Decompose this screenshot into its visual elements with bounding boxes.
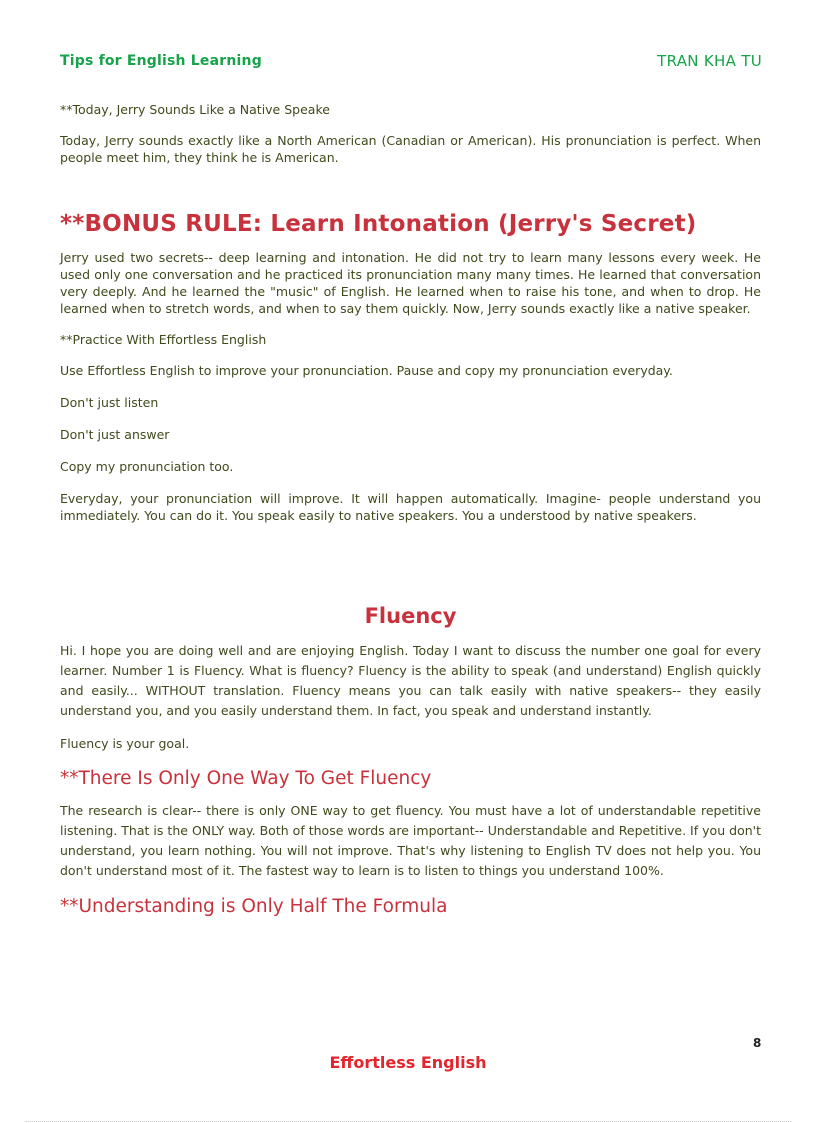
practice-line: Don't just listen xyxy=(60,395,159,410)
paragraph-fluency-goal: Fluency is your goal. xyxy=(60,736,190,751)
practice-line: Don't just answer xyxy=(60,427,170,442)
subhead-practice: **Practice With Effortless English xyxy=(60,332,267,347)
practice-line: Use Effortless English to improve your pronunciation. Pause and copy my pronunciation everyday. xyxy=(60,363,673,378)
fluency-heading: Fluency xyxy=(364,604,457,628)
footer-title: Effortless English xyxy=(329,1053,487,1072)
header-author: TRAN KHA TU xyxy=(657,52,762,70)
footer-divider xyxy=(25,1121,791,1122)
paragraph-jerry-secrets: Jerry used two secrets-- deep learning and intonation. He did not try to learn many lessons every week. He used only one conversation and he practiced its pronunciation many many times. He learned that conversation very deeply. And he learned the "music" of English. He learned when to raise his tone, and when to drop. He learned when to stretch words, and when to say them quickly. Now, Jerry sounds exactly like a native speaker. xyxy=(60,250,761,316)
practice-line: Copy my pronunciation too. xyxy=(60,459,234,474)
half-formula-heading: **Understanding is Only Half The Formula xyxy=(60,896,448,917)
fluency-section xyxy=(60,641,761,920)
page-number: 8 xyxy=(753,1036,762,1050)
paragraph-fluency-intro: Hi. I hope you are doing well and are enjoying English. Today I want to discuss the number one goal for every learner. Number 1 is Fluency. What is fluency? Fluency is the ability to speak (and understand) English quickly and easily... WITHOUT translation. Fluency means you can talk easily with native speakers-- they easily understand you, and you easily understand them. In fact, you speak and understand instantly. xyxy=(60,643,761,718)
paragraph-everyday: Everyday, your pronunciation will improve. It will happen automatically. Imagine- people understand you immediately. You can do it. You speak easily to native speakers. You a understood by native speakers. xyxy=(60,491,761,523)
paragraph-native-speaker: Today, Jerry sounds exactly like a North American (Canadian or American). His pronunciation is perfect. When people meet him, they think he is American. xyxy=(60,133,761,165)
one-way-heading: **There Is Only One Way To Get Fluency xyxy=(60,768,432,789)
page-body xyxy=(60,101,761,920)
subhead-native-speaker: **Today, Jerry Sounds Like a Native Speake xyxy=(60,102,330,117)
bonus-rule-heading: **BONUS RULE: Learn Intonation (Jerry's Secret) xyxy=(60,211,697,237)
paragraph-research: The research is clear-- there is only ONE way to get fluency. You must have a lot of understandable repetitive listening. That is the ONLY way. Both of those words are important-- Understandable and Repetitive. If you don't understand, you learn nothing. You will not improve. That's why listening to English TV does not help you. You don't understand most of it. The fastest way to learn is to listen to things you understand 100%. xyxy=(60,803,761,878)
header-title: Tips for English Learning xyxy=(60,53,262,69)
